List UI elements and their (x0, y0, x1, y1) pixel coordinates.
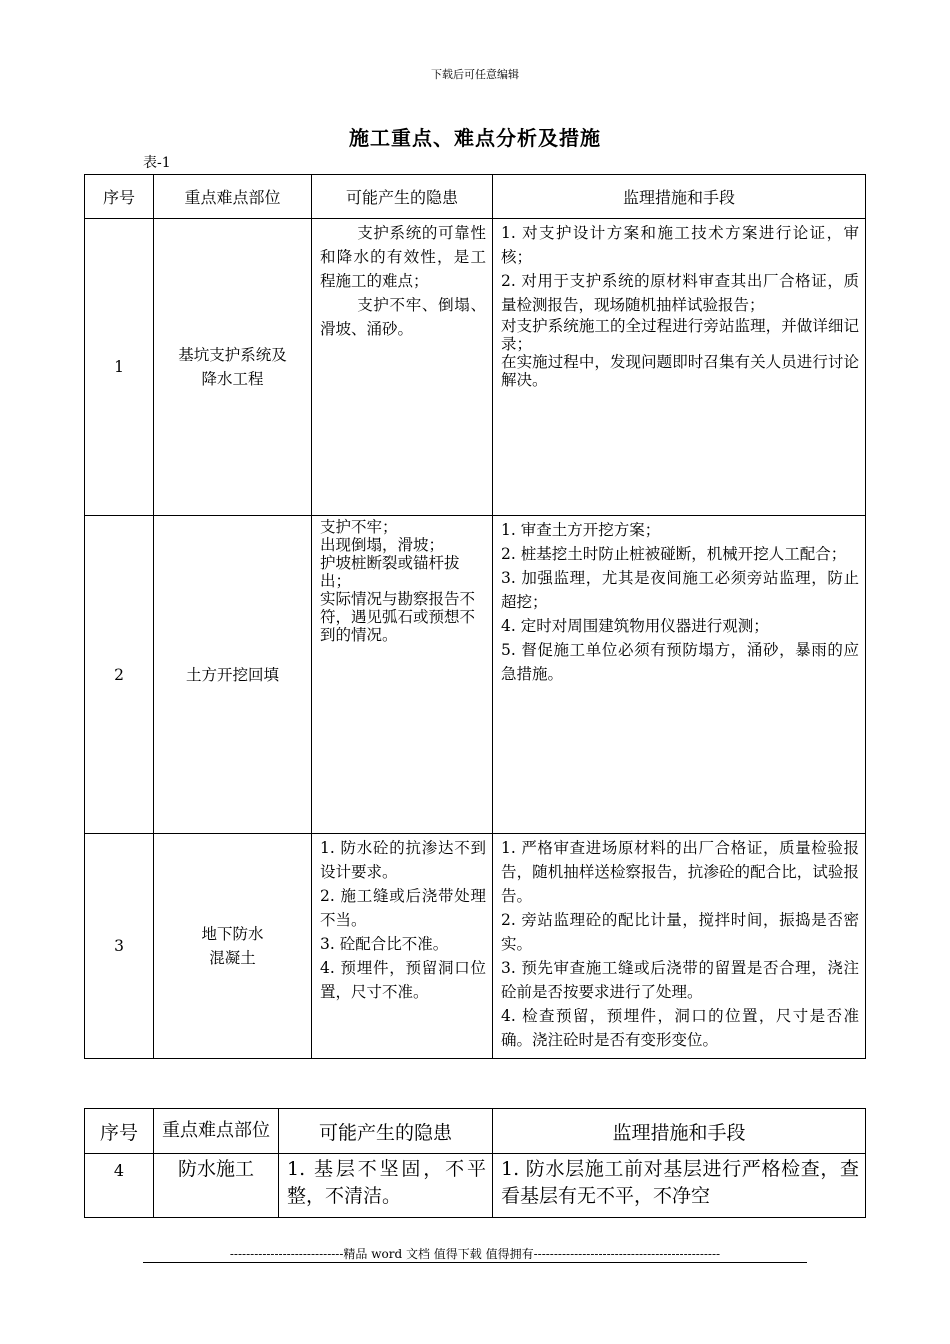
measure-item: 3. 加强监理，尤其是夜间施工必须旁站监理，防止超挖； (501, 569, 859, 611)
header-hazards: 可能产生的隐患 (279, 1109, 493, 1154)
part-line: 地下防水 (201, 925, 264, 943)
hazard-item: 支护系统的可靠性和降水的有效性，是工程施工的难点； (320, 224, 486, 290)
row-part (154, 834, 312, 1059)
row-measures (493, 1154, 866, 1218)
table-header-row (85, 175, 866, 219)
measure-item: 2. 对用于支护系统的原材料审查其出厂合格证，质量检测报告，现场随机抽样试验报告； (501, 272, 859, 314)
hazard-item: 3. 砼配合比不准。 (320, 935, 449, 953)
footer-rule (143, 1262, 807, 1263)
measure-item: 1. 审查土方开挖方案； (501, 521, 661, 539)
row-measures (493, 834, 866, 1059)
part-line: 基坑支护系统及 (178, 346, 287, 364)
row-number: 4 (85, 1154, 154, 1218)
hazard-item: 1. 基层不坚固，不平整，不清洁。 (287, 1158, 486, 1207)
measure-item: 在实施过程中，发现问题即时召集有关人员进行讨论解决。 (501, 353, 859, 389)
measure-item: 2. 旁站监理砼的配比计量，搅拌时间，振捣是否密实。 (501, 911, 859, 953)
row-part (154, 219, 312, 516)
row-hazards (312, 834, 493, 1059)
hazard-item: 护坡桩断裂或锚杆拔出； (320, 554, 460, 590)
measure-item: 4. 定时对周围建筑物用仪器进行观测； (501, 617, 769, 635)
table-row (85, 1154, 866, 1218)
header-measures: 监理措施和手段 (493, 175, 866, 219)
analysis-table-continued (84, 1108, 866, 1218)
table-header-row (85, 1109, 866, 1154)
header-part: 重点难点部位 (154, 1109, 279, 1154)
measure-item: 5. 督促施工单位必须有预防塌方，涌砂，暴雨的应急措施。 (501, 641, 859, 683)
part-line: 土方开挖回填 (185, 665, 279, 684)
row-part: 防水施工 (154, 1154, 279, 1218)
row-number: 3 (85, 834, 154, 1059)
footer-note: ----------------------------精品 word 文档 值得下载 值得拥有---------------------------------------------- (229, 1247, 721, 1261)
measure-item: 3. 预先审查施工缝或后浇带的留置是否合理，浇注砼前是否按要求进行了处理。 (501, 959, 859, 1001)
table-row (85, 219, 866, 516)
table-row (85, 516, 866, 834)
header-hazards: 可能产生的隐患 (312, 175, 493, 219)
row-hazards (312, 219, 493, 516)
row-hazards (279, 1154, 493, 1218)
row-number: 2 (85, 516, 154, 834)
hazard-item: 支护不牢、倒塌、滑坡、涌砂。 (320, 296, 486, 338)
table-label: 表-1 (143, 155, 171, 171)
table-row (85, 834, 866, 1059)
measure-item: 1. 防水层施工前对基层进行严格检查，查看基层有无不平，不净空 (501, 1158, 859, 1207)
analysis-table (84, 174, 866, 1059)
measure-item: 2. 桩基挖土时防止桩被碰断，机械开挖人工配合； (501, 545, 847, 563)
hazard-item: 实际情况与勘察报告不符，遇见弧石或预想不到的情况。 (320, 590, 476, 644)
part-line: 降水工程 (201, 370, 264, 388)
row-measures (493, 516, 866, 834)
row-part (154, 516, 312, 834)
measure-item: 1. 严格审查进场原材料的出厂合格证，质量检验报告，随机抽样送检察报告，抗渗砼的配合比，试验报告。 (501, 839, 859, 905)
hazard-item: 4. 预埋件，预留洞口位置，尺寸不准。 (320, 959, 486, 1001)
row-hazards (312, 516, 493, 834)
hazard-item: 2. 施工缝或后浇带处理不当。 (320, 887, 486, 929)
hazard-item: 出现倒塌，滑坡； (320, 536, 445, 554)
part-line: 混凝土 (209, 949, 256, 967)
header-part: 重点难点部位 (154, 175, 312, 219)
hazard-item: 支护不牢； (320, 518, 398, 536)
hazard-item: 1. 防水砼的抗渗达不到设计要求。 (320, 839, 486, 881)
measure-item: 1. 对支护设计方案和施工技术方案进行论证，审核； (501, 224, 859, 266)
measure-item: 4. 检查预留，预埋件，洞口的位置，尺寸是否准确。浇注砼时是否有变形变位。 (501, 1007, 859, 1049)
header-note: 下载后可任意编辑 (431, 68, 519, 81)
header-no: 序号 (85, 175, 154, 219)
row-number: 1 (85, 219, 154, 516)
document-title: 施工重点、难点分析及措施 (349, 126, 601, 150)
header-no: 序号 (85, 1109, 154, 1154)
header-measures: 监理措施和手段 (493, 1109, 866, 1154)
measure-item: 对支护系统施工的全过程进行旁站监理，并做详细记录； (501, 317, 859, 353)
row-measures (493, 219, 866, 516)
